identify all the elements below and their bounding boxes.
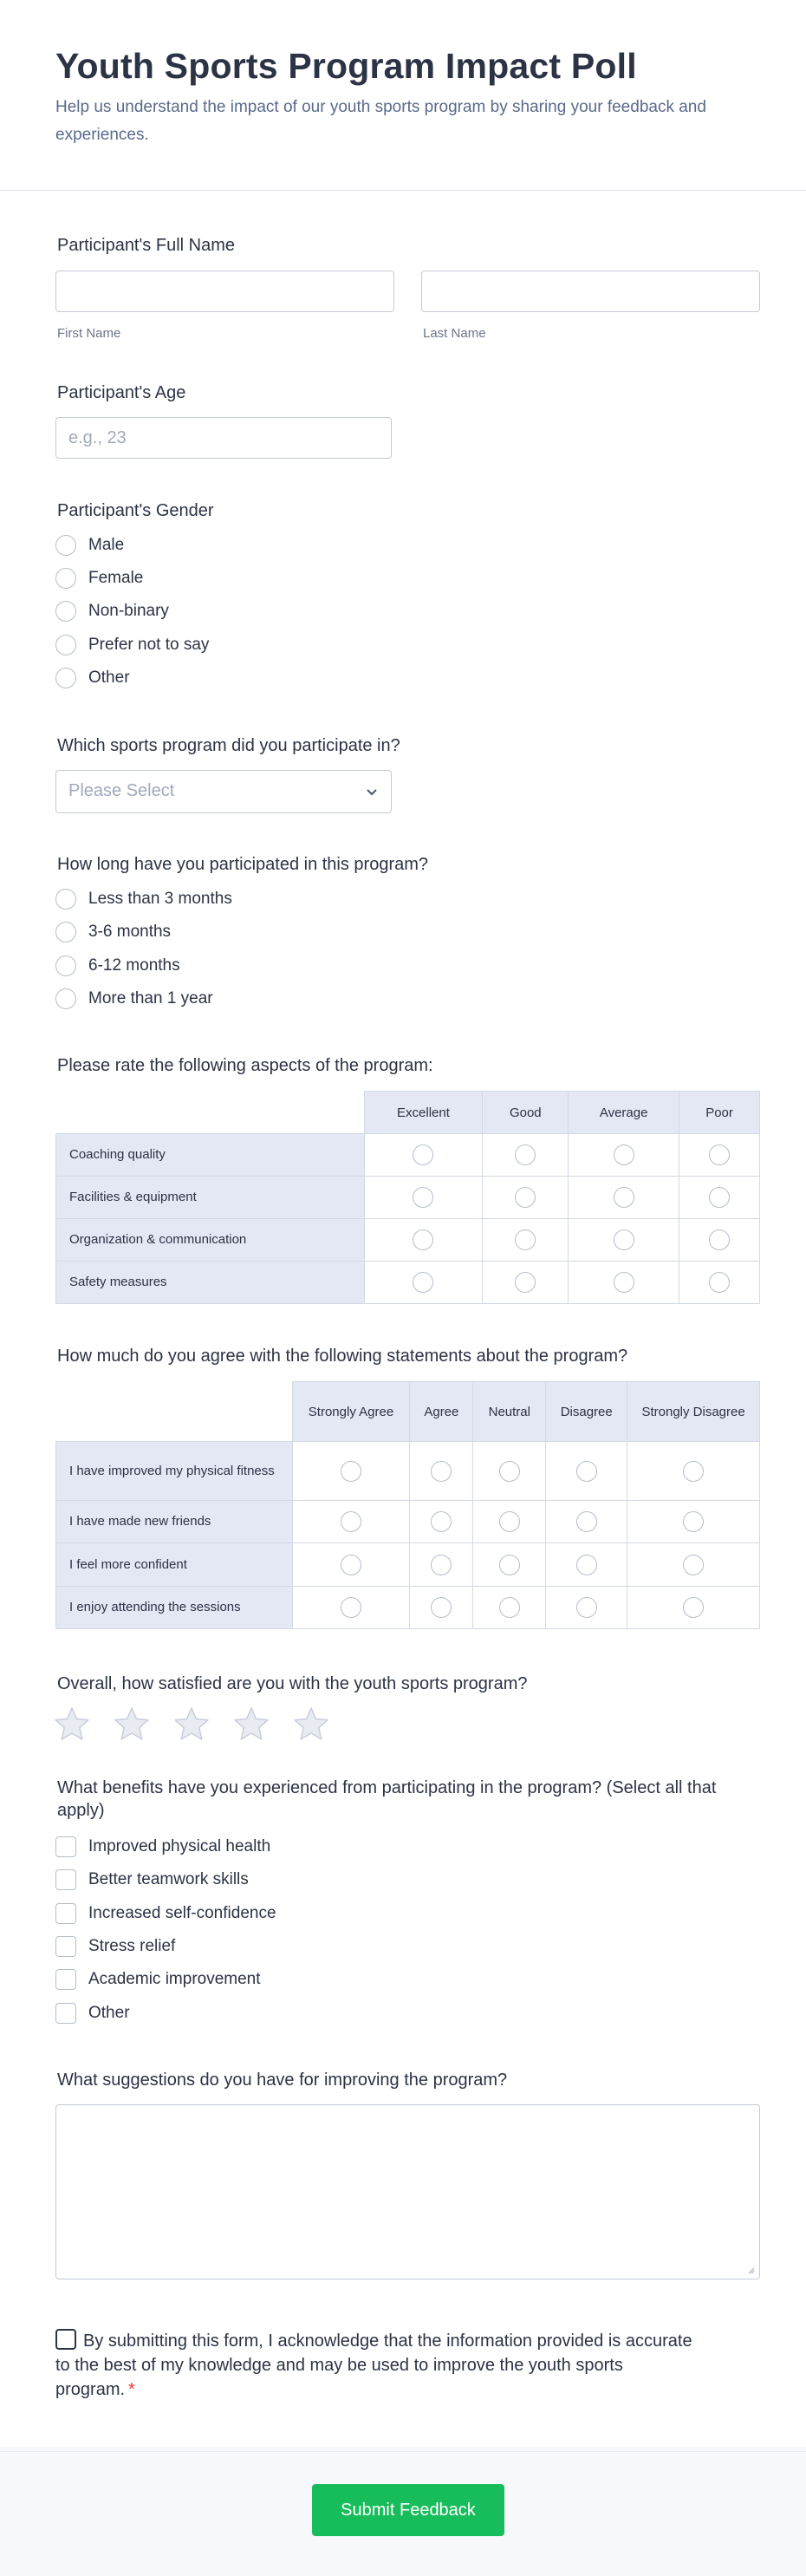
rating-radio[interactable] (413, 1229, 433, 1250)
benefit-option[interactable] (55, 1935, 175, 1958)
form-description: Help us understand the impact of our youth sports program by sharing your feedback and experiences. (55, 98, 706, 144)
benefit-option[interactable] (55, 1836, 270, 1858)
rating-radio[interactable] (614, 1229, 634, 1250)
duration-option-label: 3-6 months (88, 923, 172, 941)
rating-radio[interactable] (515, 1145, 536, 1165)
checkbox[interactable] (55, 1869, 76, 1890)
gender-option-label: Female (88, 569, 144, 587)
agreement-radio[interactable] (431, 1511, 452, 1532)
duration-option[interactable] (55, 921, 171, 943)
agreement-radio[interactable] (341, 1597, 361, 1618)
gender-option-label: Male (88, 536, 125, 554)
program-select[interactable] (55, 770, 392, 813)
radio-circle[interactable] (55, 568, 76, 589)
agreement-radio[interactable] (683, 1597, 704, 1618)
agreement-radio[interactable] (431, 1461, 452, 1482)
consent-text: By submitting this form, I acknowledge that the information provided is accurate to the best of my knowledge and may be used to improve the youth sports program. (55, 2331, 692, 2399)
rating-radio[interactable] (614, 1145, 634, 1165)
rating-radio[interactable] (413, 1187, 433, 1208)
rating-radio[interactable] (413, 1272, 433, 1293)
agreement-radio[interactable] (431, 1555, 452, 1575)
rating-row-label: Organization & communication (56, 1219, 365, 1262)
gender-option[interactable] (55, 567, 143, 590)
agreement-radio[interactable] (341, 1511, 361, 1532)
last-name-sublabel: Last Name (423, 326, 486, 341)
benefit-option[interactable] (55, 1968, 261, 1991)
rating-row-label: Facilities & equipment (56, 1177, 365, 1219)
agreement-radio[interactable] (499, 1461, 520, 1482)
agreement-radio[interactable] (431, 1597, 452, 1618)
rating-matrix (55, 1091, 760, 1304)
rating-radio[interactable] (709, 1145, 730, 1165)
rating-column-header: Good (483, 1092, 569, 1134)
benefit-option-label: Better teamwork skills (88, 1870, 249, 1888)
star-icon[interactable] (173, 1706, 210, 1741)
last-name-input[interactable] (421, 271, 760, 312)
duration-option[interactable] (55, 888, 232, 910)
gender-label: Participant's Gender (57, 501, 214, 520)
agreement-radio[interactable] (683, 1461, 704, 1482)
suggestions-textarea[interactable] (55, 2104, 760, 2279)
agreement-column-header: Strongly Agree (292, 1382, 410, 1442)
radio-circle[interactable] (55, 955, 76, 976)
benefit-option-label: Stress relief (88, 1937, 176, 1955)
agreement-radio[interactable] (499, 1511, 520, 1532)
gender-option[interactable] (55, 600, 169, 623)
rating-radio[interactable] (515, 1229, 536, 1250)
rating-row-label: Safety measures (56, 1262, 365, 1304)
consent-block (55, 2329, 697, 2402)
agreement-row-label: I feel more confident (56, 1543, 293, 1587)
agreement-radio[interactable] (576, 1597, 597, 1618)
agreement-radio[interactable] (499, 1555, 520, 1575)
rating-radio[interactable] (413, 1145, 433, 1165)
agreement-column-header: Disagree (546, 1382, 627, 1442)
duration-option[interactable] (55, 988, 213, 1010)
radio-circle[interactable] (55, 601, 76, 622)
rating-radio[interactable] (709, 1187, 730, 1208)
agreement-row (56, 1442, 760, 1501)
gender-option-label: Non-binary (88, 602, 169, 620)
form-footer (0, 2451, 806, 2576)
rating-radio[interactable] (709, 1229, 730, 1250)
form-title: Youth Sports Program Impact Poll (55, 46, 637, 86)
radio-circle[interactable] (55, 668, 76, 688)
satisfaction-label: Overall, how satisfied are you with the youth sports program? (57, 1674, 528, 1693)
submit-button[interactable]: Submit Feedback (312, 2484, 504, 2536)
age-input[interactable] (55, 417, 392, 459)
radio-circle[interactable] (55, 889, 76, 910)
first-name-sublabel: First Name (57, 326, 121, 341)
duration-option-label: 6-12 months (88, 956, 180, 975)
rating-radio[interactable] (614, 1187, 634, 1208)
agreement-column-header: Neutral (473, 1382, 546, 1442)
agreement-label: How much do you agree with the following statements about the program? (57, 1347, 628, 1366)
benefit-option-label: Increased self-confidence (88, 1904, 276, 1922)
rating-label: Please rate the following aspects of the program: (57, 1056, 433, 1075)
required-asterisk: * (128, 2380, 135, 2399)
suggestions-wrapper (55, 2104, 760, 2279)
checkbox[interactable] (55, 1969, 76, 1990)
agreement-column-header: Agree (410, 1382, 473, 1442)
full-name-label: Participant's Full Name (57, 236, 235, 255)
form-header (0, 0, 806, 191)
star-icon[interactable] (54, 1706, 90, 1741)
agreement-radio[interactable] (499, 1597, 520, 1618)
duration-option-label: More than 1 year (88, 989, 213, 1008)
star-icon[interactable] (114, 1706, 150, 1741)
duration-option[interactable] (55, 955, 180, 977)
rating-column-header: Poor (679, 1092, 760, 1134)
matrix-corner (56, 1382, 293, 1442)
rating-row (56, 1177, 760, 1219)
rating-row-label: Coaching quality (56, 1134, 365, 1177)
rating-column-header: Average (569, 1092, 679, 1134)
duration-option-label: Less than 3 months (88, 890, 232, 908)
radio-circle[interactable] (55, 988, 76, 1009)
matrix-corner (56, 1092, 365, 1134)
agreement-radio[interactable] (576, 1511, 597, 1532)
rating-row (56, 1262, 760, 1304)
agreement-row (56, 1587, 760, 1629)
radio-circle[interactable] (55, 922, 76, 942)
gender-option[interactable] (55, 634, 209, 656)
age-placeholder: e.g., 23 (68, 428, 127, 447)
rating-radio[interactable] (515, 1187, 536, 1208)
rating-column-header: Excellent (364, 1092, 483, 1134)
agreement-radio[interactable] (576, 1461, 597, 1482)
benefit-option[interactable] (55, 1902, 276, 1925)
gender-option-label: Prefer not to say (88, 636, 210, 654)
checkbox[interactable] (55, 1836, 76, 1857)
agreement-row-label: I enjoy attending the sessions (56, 1587, 293, 1629)
suggestions-label: What suggestions do you have for improving the program? (57, 2071, 508, 2090)
benefit-option-label: Other (88, 2004, 130, 2022)
rating-radio[interactable] (709, 1272, 730, 1293)
agreement-radio[interactable] (576, 1555, 597, 1575)
benefit-option-label: Academic improvement (88, 1970, 261, 1988)
checkbox[interactable] (55, 1936, 76, 1957)
agreement-row-label: I have made new friends (56, 1501, 293, 1543)
radio-circle[interactable] (55, 535, 76, 556)
benefits-label: What benefits have you experienced from participating in the program? (Select all that apply) (57, 1778, 717, 1820)
agreement-row (56, 1501, 760, 1543)
age-label: Participant's Age (57, 383, 186, 402)
first-name-input[interactable] (55, 271, 394, 312)
program-selected-value: Please Select (68, 781, 175, 800)
rating-row (56, 1219, 760, 1262)
benefit-option[interactable] (55, 2002, 130, 2025)
agreement-matrix (55, 1381, 760, 1629)
form-body (0, 191, 806, 2447)
gender-option-label: Other (88, 668, 130, 687)
rating-radio[interactable] (515, 1272, 536, 1293)
consent-checkbox[interactable] (55, 2329, 76, 2350)
checkbox[interactable] (55, 2003, 76, 2024)
agreement-radio[interactable] (341, 1555, 361, 1575)
rating-row (56, 1134, 760, 1177)
star-icon[interactable] (233, 1706, 270, 1741)
duration-label: How long have you participated in this program? (57, 855, 429, 874)
agreement-radio[interactable] (683, 1511, 704, 1532)
agreement-radio[interactable] (683, 1555, 704, 1575)
radio-circle[interactable] (55, 635, 76, 655)
checkbox[interactable] (55, 1903, 76, 1924)
benefit-option-label: Improved physical health (88, 1837, 271, 1855)
resize-grip-icon[interactable] (746, 2266, 755, 2274)
star-icon[interactable] (293, 1706, 329, 1741)
agreement-row (56, 1543, 760, 1587)
agreement-radio[interactable] (341, 1461, 361, 1482)
agreement-column-header: Strongly Disagree (627, 1382, 760, 1442)
star-rating (54, 1706, 353, 1741)
program-label: Which sports program did you participate in? (57, 736, 400, 755)
rating-radio[interactable] (614, 1272, 634, 1293)
gender-option[interactable] (55, 534, 124, 557)
benefit-option[interactable] (55, 1868, 249, 1891)
gender-option[interactable] (55, 667, 130, 689)
chevron-down-icon (365, 785, 379, 799)
agreement-row-label: I have improved my physical fitness (56, 1442, 293, 1501)
